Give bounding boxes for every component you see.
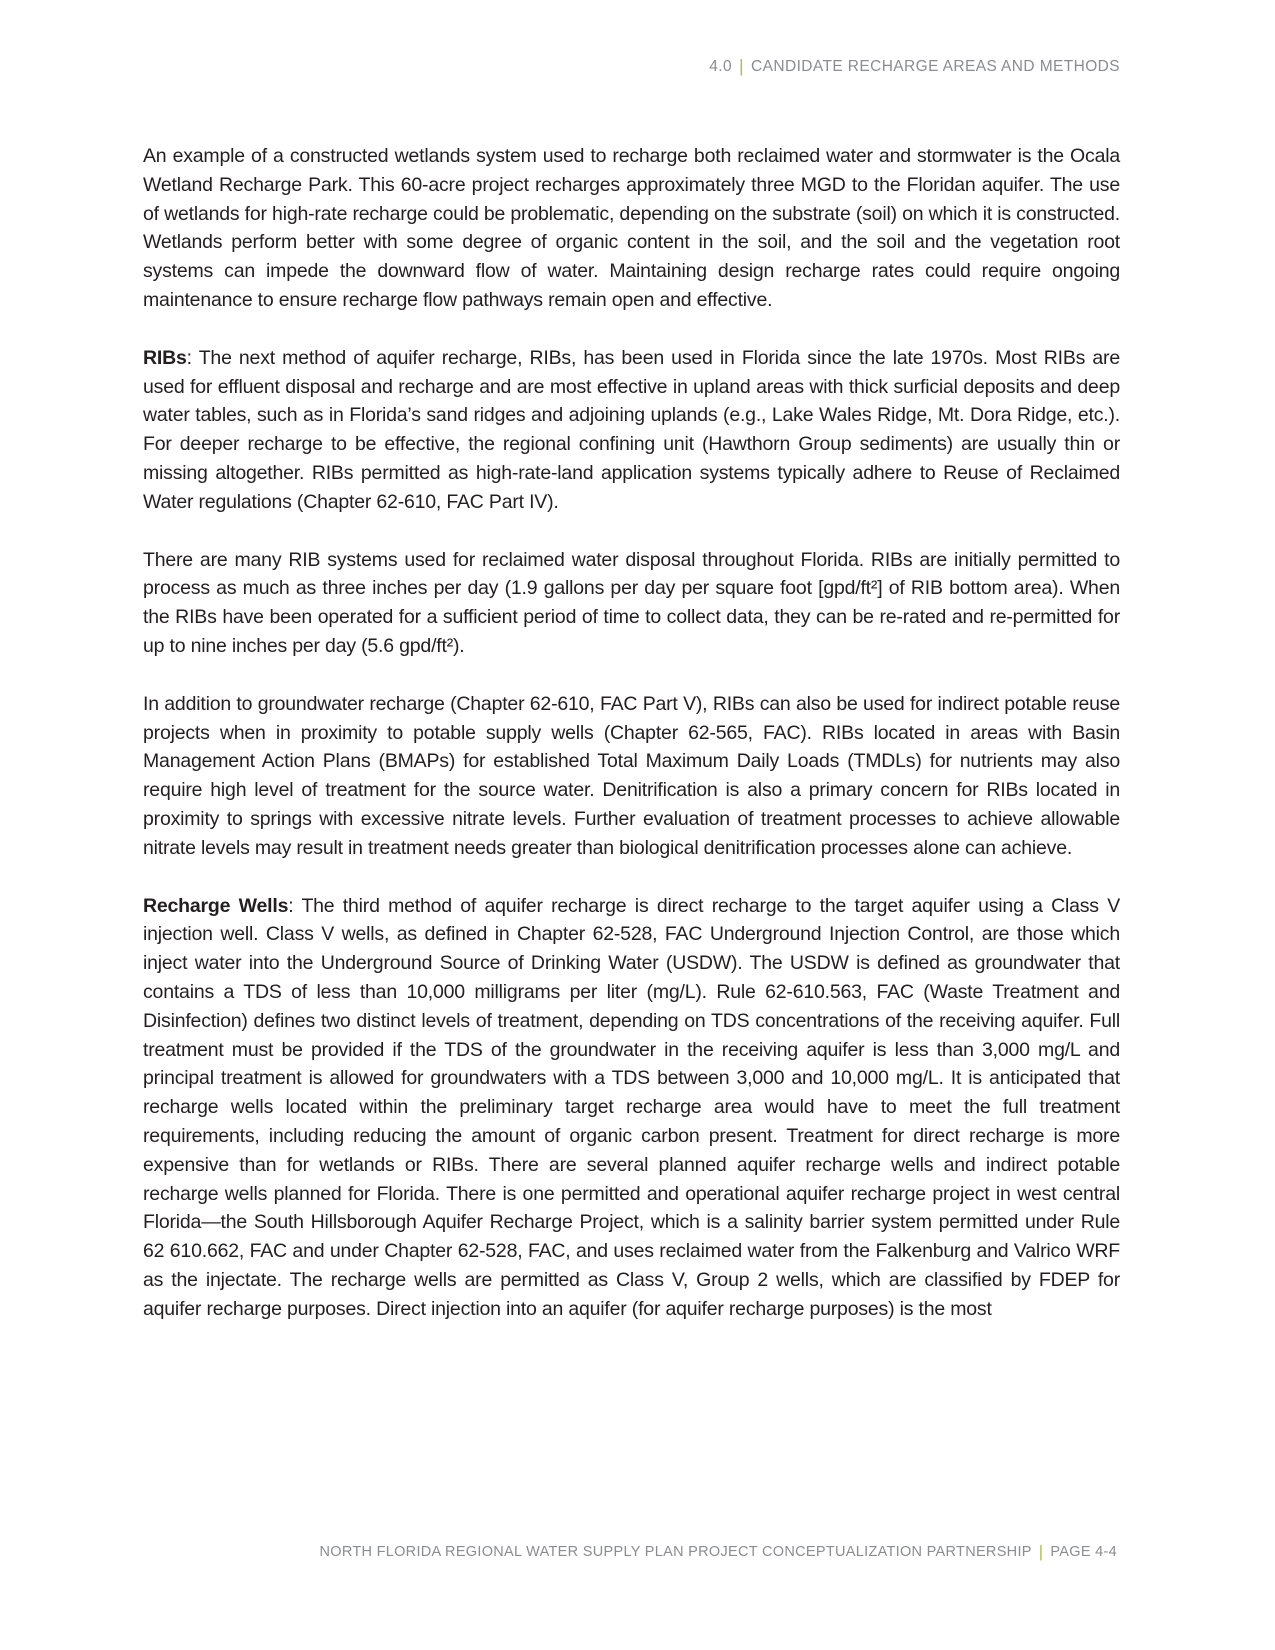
- header-title: CANDIDATE RECHARGE AREAS AND METHODS: [751, 58, 1120, 75]
- header-section-number: 4.0: [709, 58, 733, 75]
- paragraph-lead: Recharge Wells: [143, 894, 289, 917]
- paragraph-text: : The next method of aquifer recharge, RIBs, has been used in Florida since the late 1970s. Most RIBs are used for effluent disposal and recharge and are most effective in upland areas with thick surficial deposits and deep water tables, such as in Florida’s sand ridges and adjoining uplands (e.g., Lake Wales Ridge, Mt. Dora Ridge, etc.). For deeper recharge to be effective, the regional confining unit (Hawthorn Group sediments) are usually thin or missing altogether. RIBs permitted as high-rate-land application systems typically adhere to Reuse of Reclaimed Water regulations (Chapter 62-610, FAC Part IV).: [143, 346, 1120, 513]
- paragraph: [143, 344, 1120, 517]
- footer-text: NORTH FLORIDA REGIONAL WATER SUPPLY PLAN PROJECT CONCEPTUALIZATION PARTNERSHIP: [319, 1544, 1032, 1560]
- document-body: [143, 142, 1120, 1352]
- header-separator: |: [739, 56, 745, 76]
- page-header: [143, 55, 1120, 76]
- paragraph-text: An example of a constructed wetlands system used to recharge both reclaimed water and stormwater is the Ocala Wetland Recharge Park. This 60-acre project recharges approximately three MGD to the Floridan aquifer. The use of wetlands for high-rate recharge could be problematic, depending on the substrate (soil) on which it is constructed. Wetlands perform better with some degree of organic content in the soil, and the soil and the vegetation root systems can impede the downward flow of water. Maintaining design recharge rates could require ongoing maintenance to ensure recharge flow pathways remain open and effective.: [143, 145, 1120, 311]
- paragraph-text: In addition to groundwater recharge (Chapter 62-610, FAC Part V), RIBs can also be used for indirect potable reuse projects when in proximity to potable supply wells (Chapter 62-565, FAC). RIBs located in areas with Basin Management Action Plans (BMAPs) for established Total Maximum Daily Loads (TMDLs) for nutrients may also require high level of treatment for the source water. Denitrification is also a primary concern for RIBs located in proximity to springs with excessive nitrate levels. Further evaluation of treatment processes to achieve allowable nitrate levels may result in treatment needs greater than biological denitrification processes alone can achieve.: [143, 692, 1120, 859]
- paragraph: [143, 142, 1120, 315]
- paragraph: [143, 892, 1120, 1324]
- page-footer: [143, 1541, 1117, 1561]
- paragraph-text: : The third method of aquifer recharge is direct recharge to the target aquifer using a Class V injection well. Class V wells, as defined in Chapter 62-528, FAC Underground Injection Control, are those which inject water into the Underground Source of Drinking Water (USDW). The USDW is defined as groundwater that contains a TDS of less than 10,000 milligrams per liter (mg/L). Rule 62-610.563, FAC (Waste Treatment and Disinfection) defines two distinct levels of treatment, depending on TDS concentrations of the receiving aquifer. Full treatment must be provided if the TDS of the groundwater in the receiving aquifer is less than 3,000 mg/L and principal treatment is allowed for groundwaters with a TDS between 3,000 and 10,000 mg/L. It is anticipated that recharge wells located within the preliminary target recharge area would have to meet the full treatment requirements, including reducing the amount of organic carbon present. Treatment for direct recharge is more expensive than for wetlands or RIBs. There are several planned aquifer recharge wells and indirect potable recharge wells planned for Florida. There is one permitted and operational aquifer recharge project in west central Florida—the South Hillsborough Aquifer Recharge Project, which is a salinity barrier system permitted under Rule 62 610.662, FAC and under Chapter 62-528, FAC, and uses reclaimed water from the Falkenburg and Valrico WRF as the injectate. The recharge wells are permitted as Class V, Group 2 wells, which are classified by FDEP for aquifer recharge purposes. Direct injection into an aquifer (for aquifer recharge purposes) is the most: [143, 894, 1121, 1320]
- paragraph-text: There are many RIB systems used for reclaimed water disposal throughout Florida. RIBs are initially permitted to process as much as three inches per day (1.9 gallons per day per square foot [gpd/ft²] of RIB bottom area). When the RIBs have been operated for a sufficient period of time to collect data, they can be re-rated and re-permitted for up to nine inches per day (5.6 gpd/ft²).: [143, 548, 1120, 657]
- paragraph: [143, 546, 1120, 661]
- paragraph: [143, 690, 1120, 863]
- footer-page-number: PAGE 4-4: [1050, 1544, 1117, 1560]
- paragraph-lead: RIBs: [143, 346, 187, 369]
- footer-separator: |: [1038, 1542, 1044, 1561]
